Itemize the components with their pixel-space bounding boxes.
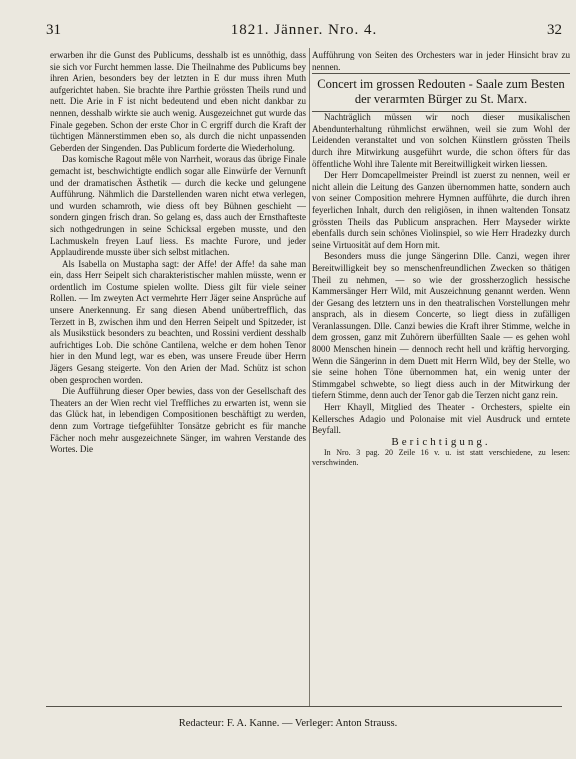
paragraph: Nachträglich müssen wir noch dieser musikalischen Abendunterhaltung rühmlichst erwähnen, weil sie zum Wohl der Leidenden veranstaltet und von solchen Künstlern grössten Theils durch ihre Mitwirkung ausgeführt wurde, die schon öfters für das öffentliche Wohl ihre Talente mit Bereitwilligkeit wirken liessen. (312, 112, 570, 169)
footer-rule (46, 706, 562, 707)
concert-title: Concert im grossen Redouten - Saale zum Besten der verarmten Bürger zu St. Marx. (312, 73, 570, 112)
berichtigung-text: In Nro. 3 pag. 20 Zeile 16 v. u. ist statt verschiedene, zu lesen: verschwinden. (312, 448, 570, 468)
footer-imprint: Redacteur: F. A. Kanne. — Verleger: Anton Strauss. (178, 718, 398, 729)
paragraph: Der Herr Domcapellmeister Preindl ist zuerst zu nennen, weil er nicht allein die Leitung des Ganzen übernommen hatte, sondern auch von seiner Composition mehrere Hymnen aufführte, die durch ihren feyerlichen Inhalt, durch den religiösen, in ihnen waltenden Tonsatz grössten Theils das Publicum ansprachen. Herr Mayseder wirkte ebenfalls durch sein schönes Violinspiel, so wie Herr Hradezky durch seine Virtuosität auf dem Horn mit. (312, 170, 570, 250)
berichtigung-title: Berichtigung. (391, 435, 491, 448)
left-column (50, 50, 306, 720)
page-number-right: 32 (547, 22, 562, 38)
paragraph: Besonders muss die junge Sängerinn Dlle. Canzi, wegen ihrer Bereitwilligkeit bey so menschenfreundlichen Zwecken so thätigen Theil zu nehmen, — so wie der grossherzoglich hessische Kammersänger Herr Wild, mit Auszeichnung genannt werden. Wenn der Gesang des letztern uns in den theatralischen Vorstellungen mehr ansprach, als in diesem Concerte, so liegt diess in zufälligen Veranlassungen. Dlle. Canzi bewies die Kraft ihrer Stimme, welche in dem grossen, ganz mit Zuhörern überfüllten Saale — es gehen wohl 8000 Menschen hinein — dennoch recht hell und kräftig hervorging. Wenn die Sängerinn in dem Duett mit Herrn Wild, bey der Stelle, wo sie seine hohen Töne übernommen hat, ein wenig unter der Stimmgabel schwebte, so liegt diess auch in der Mitwirkung der tiefern Stimme, denn auch der Tenor gab die Terzen nicht ganz rein. (312, 251, 570, 401)
paragraph: Als Isabella on Mustapha sagt: der Affe! der Affe! da sahe man ein, dass Herr Seipelt sich charakteristischer mahlen müsste, wenn er ordentlich im Costume spielen wollte. Diess gilt für viele seiner Rollen. — Im zweyten Act vermehrte Herr Jäger seine Ansprüche auf unsere Anerkennung. Er sang diesen Abend unübertrefflich, das Terzett in B, zwischen ihm und den Herren Seipelt und Spitzeder, ist als Musikstück besonders zu beachten, und Rossini verdient desshalb aufrichtiges Lob. Die schöne Cantilena, welche er dem hohen Tenor hier in den Mund legt, war es eben, was unsere Freude über Herrn Jägers Gesang steigerte. Von den Arien der Mad. Schütz ist schon oben gesprochen worden. (50, 258, 306, 385)
right-column (312, 50, 570, 720)
column-divider (309, 48, 310, 706)
paragraph: Herr Khayll, Mitglied des Theater - Orchesters, spielte ein Kellersches Adagio und Polonaise mit viel Ausdruck und erntete Beyfall. (312, 402, 570, 436)
paragraph: Die Aufführung dieser Oper bewies, dass von der Gesellschaft des Theaters an der Wien recht viel Treffliches zu erwarten ist, wenn sie das Glück hat, in lebendigen Compositionen beschäftigt zu werden, denn zum Vortrage tiefgefühlter Tonsätze gebricht es für manche Fächer noch mehr ausgezeichnete Sänger, im wahren Verstande des Wortes. Die (50, 386, 306, 455)
issue-date: 1821. Jänner. Nro. 4. (230, 22, 378, 38)
page-number-left: 31 (46, 22, 61, 38)
paragraph: Aufführung von Seiten des Orchesters war in jeder Hinsicht brav zu nennen. (312, 50, 570, 72)
paragraph: Das komische Ragout mêle von Narrheit, woraus das übrige Finale gemacht ist, beschwichtigte endlich sogar alle Einwürfe der Vernunft und der dramatischen Ästhetik — durch die kecke und gelungene Aufführung. Nähmlich die Darstellenden waren nicht etwa verlegen, und wurden schamroth, wie diess oft bey Bühnen geschieht — sondern gingen frisch dran. So gelang es, dass auch der Ernsthafteste sich nothgedrungen in seine Schicksal ergeben musste, und den Lachmuskeln freyen Lauf liess. Es machte Furore, und jeder Applaudirende musste über sich selbst mitlachen. (50, 154, 306, 258)
page-header (46, 22, 562, 42)
paragraph: erwarben ihr die Gunst des Publicums, desshalb ist es unnöthig, dass sie sich vor Furcht hemmen lasse. Die Theilnahme des Publicums bey ihren Arien, besonders bey der letzten in E dur muss ihren Muth aufgerichtet haben. Sie brachte ihre Parthie grössten Theils rund und nett. Die Arie in F ist nicht bedeutend und eben nicht dankbar zu nennen, desshalb wirkte sie auch wenig. Ausgezeichnet gut wurde das Finale gegeben. Schon der erste Chor in C ergriff durch die Kraft der tüchtigen Männerstimmen eben so, als durch die nicht unpassenden Geberden der Singenden. Das Publicum forderte die Wiederholung. (50, 50, 306, 153)
